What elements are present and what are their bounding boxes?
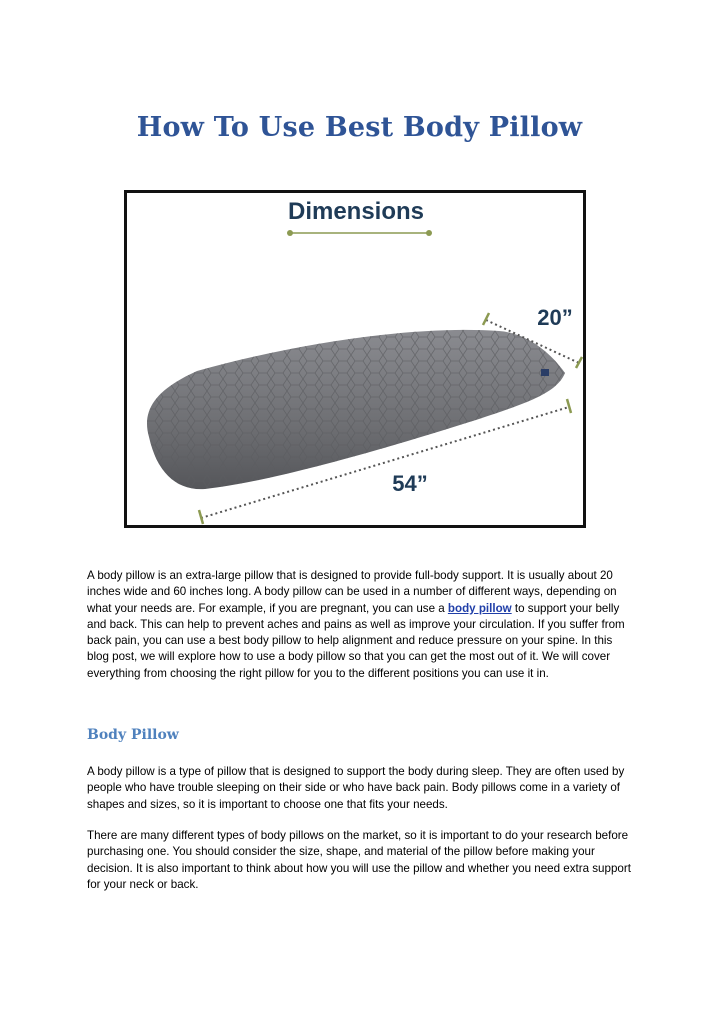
section-paragraph: A body pillow is a type of pillow that is designed to support the body during sleep. They are often used by people who have trouble sleeping on their side or who have back pain. Body pillows come in a variety of shapes and sizes, so it is important to choose one that fits your needs. [87, 765, 625, 811]
pillow-illustration [127, 193, 583, 525]
section-paragraph: There are many different types of body pillows on the market, so it is important to do your research before purchasing one. You should consider the size, shape, and material of the pillow before making your decision. It is also important to think about how you will use the pillow and whether you need extra support for your neck or back. [87, 829, 631, 891]
intro-text-before-link: A body pillow is an extra-large pillow that is designed to provide full-body support. It is usually about 20 inches wide and 60 inches long. A body pillow can be used in a number of different ways, depending on what your needs are. For example, if you are pregnant, you can use a [87, 569, 617, 615]
length-label: 54” [392, 471, 428, 496]
section-heading: Body Pillow [87, 727, 179, 743]
underline-dot-right [426, 230, 432, 236]
length-tick-right [567, 399, 571, 413]
pillow-dimensions-image [124, 190, 586, 528]
underline-dot-left [287, 230, 293, 236]
width-label: 20” [537, 305, 573, 330]
intro-paragraph [87, 568, 635, 682]
intro-text-after-link: to support your belly and back. This can help to prevent aches and pains as well as improve your circulation. If you suffer from back pain, you can use a best body pillow to help alignment and reduce pressure on your spine. In this blog post, we will explore how to use a body pillow so that you can get the most out of it. We will cover everything from choosing the right pillow for you to the different positions you can use it in. [87, 601, 625, 680]
dimensions-heading: Dimensions [287, 198, 425, 225]
body-pillow-link[interactable]: body pillow [447, 601, 512, 615]
pillow-quilt-texture [147, 330, 565, 489]
page-title: How To Use Best Body Pillow [136, 112, 583, 143]
pillow-tag [541, 369, 549, 376]
width-tick-left [483, 313, 489, 325]
